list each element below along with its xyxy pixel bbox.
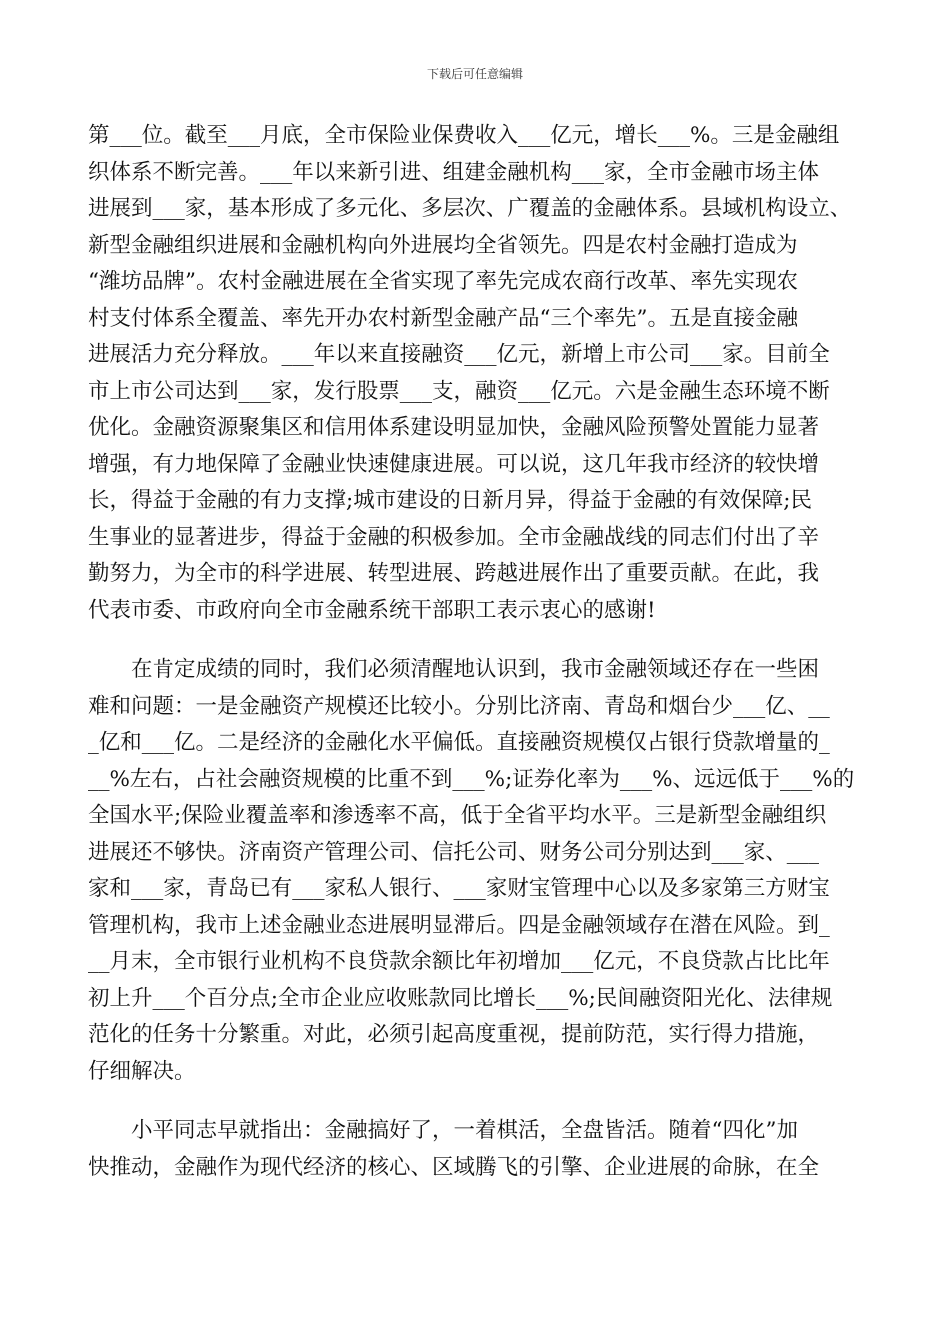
paragraph (88, 1113, 868, 1186)
text-line: 小平同志早就指出：金融搞好了，一着棋活，全盘皆活。随着“四化”加 (88, 1118, 798, 1143)
text-line: 进展活力充分释放。___年以来直接融资___亿元，新增上市公司___家。目前全 (88, 342, 830, 367)
text-line: __月末，全市银行业机构不良贷款余额比年初增加___亿元，不良贷款占比比年 (88, 949, 830, 974)
text-line: 全国水平;保险业覆盖率和渗透率不高，低于全省平均水平。三是新型金融组织 (88, 803, 827, 828)
text-line: 进展到___家，基本形成了多元化、多层次、广覆盖的金融体系。县域机构设立、 (88, 196, 852, 221)
page-header: 下载后可任意编辑 (426, 67, 523, 81)
paragraph-gap (88, 629, 868, 652)
text-line: 村支付体系全覆盖、率先开办农村新型金融产品“三个率先”。五是直接金融 (88, 305, 798, 331)
text-line: 新型金融组织进展和金融机构向外进展均全省领先。四是农村金融打造成为 (88, 232, 798, 258)
text-line: 长，得益于金融的有力支撑;城市建设的日新月异，得益于金融的有效保障;民 (88, 488, 812, 513)
paragraph-gap (88, 1090, 868, 1113)
text-line: 在肯定成绩的同时，我们必须清醒地认识到，我市金融领域还存在一些困 (88, 657, 820, 682)
text-line: 初上升___个百分点;全市企业应收账款同比增长___%;民间融资阳光化、法律规 (88, 985, 833, 1011)
paragraph (88, 118, 868, 629)
text-line: 管理机构，我市上述金融业态进展明显滞后。四是金融领域存在潜在风险。到_ (88, 912, 830, 938)
text-line: __%左右，占社会融资规模的比重不到___%;证券化率为___%、远远低于___%的 (88, 766, 855, 792)
text-line: 增强，有力地保障了金融业快速健康进展。可以说，这几年我市经济的较快增 (88, 451, 820, 477)
text-line: 生事业的显著进步，得益于金融的积极参加。全市金融战线的同志们付出了辛 (88, 524, 820, 550)
text-line: 代表市委、市政府向全市金融系统干部职工表示衷心的感谢! (88, 597, 656, 623)
text-line: 家和___家，青岛已有___家私人银行、___家财宝管理中心以及多家第三方财宝 (88, 876, 830, 901)
text-line: 快推动，金融作为现代经济的核心、区域腾飞的引擎、企业进展的命脉，在全 (88, 1154, 820, 1180)
text-line: _亿和___亿。二是经济的金融化水平偏低。直接融资规模仅占银行贷款增量的_ (88, 730, 830, 755)
text-line: 难和问题：一是金融资产规模还比较小。分别比济南、青岛和烟台少___亿、__ (88, 693, 830, 719)
text-line: 织体系不断完善。___年以来新引进、组建金融机构___家，全市金融市场主体 (88, 159, 820, 185)
document-body (88, 118, 868, 1186)
text-line: 勤努力，为全市的科学进展、转型进展、跨越进展作出了重要贡献。在此，我 (88, 561, 820, 586)
text-line: “潍坊品牌”。农村金融进展在全省实现了率先完成农商行改革、率先实现农 (88, 269, 798, 294)
text-line: 第___位。截至___月底，全市保险业保费收入___亿元，增长___%。三是金融组 (88, 123, 840, 148)
text-line: 市上市公司达到___家，发行股票___支，融资___亿元。六是金融生态环境不断 (88, 378, 830, 404)
paragraph (88, 652, 868, 1090)
text-line: 优化。金融资源聚集区和信用体系建设明显加快，金融风险预警处置能力显著 (88, 415, 820, 440)
text-line: 进展还不够快。济南资产管理公司、信托公司、财务公司分别达到___家、___ (88, 839, 820, 865)
text-line: 仔细解决。 (88, 1058, 196, 1084)
text-line: 范化的任务十分繁重。对此，必须引起高度重视，提前防范，实行得力措施， (88, 1022, 820, 1047)
